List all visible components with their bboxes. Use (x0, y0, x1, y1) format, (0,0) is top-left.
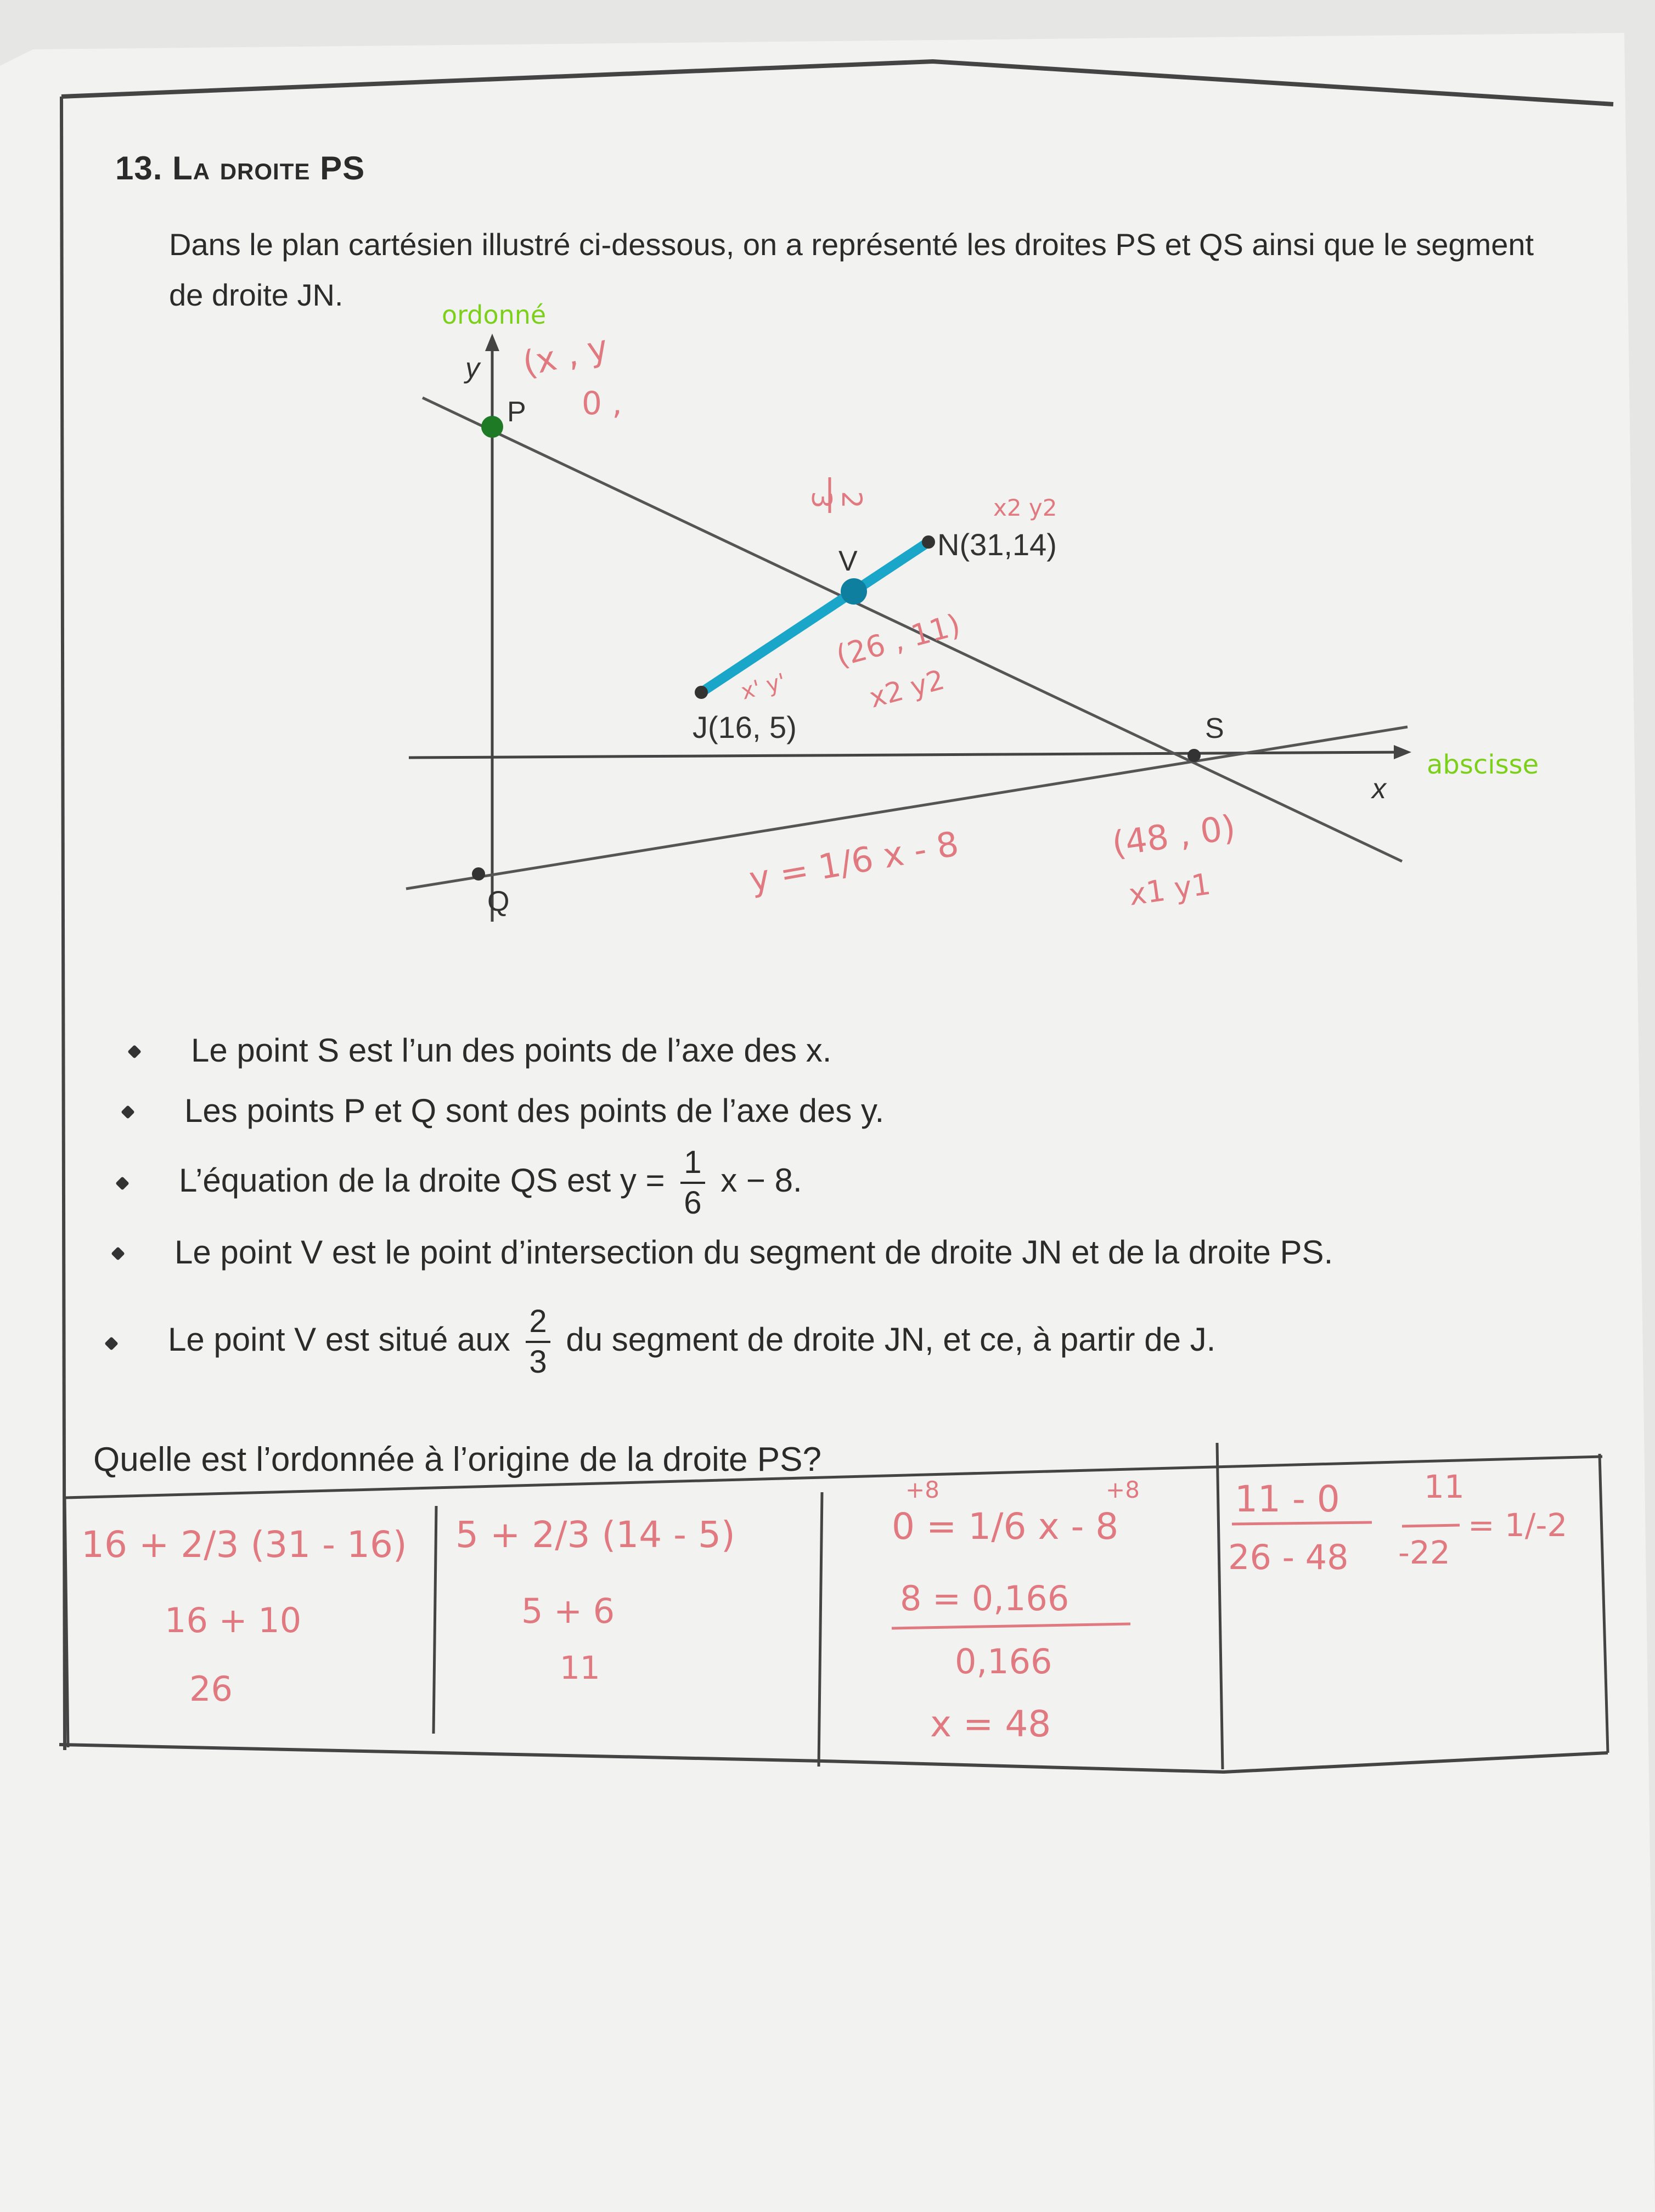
hw-v-xy: x2 y2 (866, 663, 948, 714)
statement-text: Les points P et Q sont des points de l’axe des y. (184, 1092, 885, 1129)
work-col2-line3: 11 (560, 1649, 600, 1686)
hw-equation: y = 1/6 x - 8 (746, 823, 962, 900)
fraction-denominator: 3 (529, 1344, 547, 1380)
work-col3-line1: 0 = 1/6 x - 8 (892, 1505, 1119, 1548)
work-col4-den2: -22 (1398, 1534, 1450, 1571)
work-col4-divider (1232, 1522, 1372, 1524)
fraction-numerator: 1 (680, 1147, 705, 1184)
work-col2-line1: 5 + 2/3 (14 - 5) (455, 1514, 735, 1556)
hw-x2y2: x2 y2 (993, 494, 1057, 521)
statement-text-after: x − 8. (720, 1161, 802, 1199)
work-col4-result: = 1/-2 (1468, 1506, 1568, 1544)
hw-x1y1: x' y' (738, 668, 789, 705)
question-text: Quelle est l’ordonnée à l’origine de la droite PS? (93, 1441, 821, 1479)
work-col3-plus8-left: +8 (905, 1476, 939, 1503)
point-j-label: J(16, 5) (693, 710, 797, 744)
point-p-label: P (507, 396, 526, 428)
hw-two-thirds-den: 3 (806, 491, 837, 509)
work-divider-1 (434, 1506, 436, 1734)
work-col3-plus8-right: +8 (1106, 1476, 1140, 1503)
point-v-label: V (838, 545, 858, 577)
work-col4-numerator: 11 - 0 (1235, 1478, 1340, 1520)
hw-ordonne-zero: 0 , (582, 385, 622, 422)
fraction-denominator: 6 (684, 1185, 702, 1221)
work-divider-2 (819, 1492, 822, 1767)
work-col3-line2: 8 = 0,166 (900, 1578, 1069, 1618)
axis-y-label: y (465, 352, 480, 384)
problem-title: 13. La droite PS (115, 150, 365, 187)
work-col2-line2: 5 + 6 (521, 1591, 615, 1631)
work-grid-top (66, 1457, 1602, 1498)
hw-v-coords: (26 , 11) (832, 607, 964, 674)
work-col3-line3: 0,166 (955, 1641, 1052, 1681)
work-col3-line4: x = 48 (930, 1703, 1051, 1745)
hw-abscisse: abscisse (1427, 749, 1539, 780)
point-q-label: Q (487, 885, 510, 917)
work-col4-num2: 11 (1424, 1468, 1465, 1505)
work-col4-divider2 (1402, 1525, 1460, 1526)
statement-text: Le point S est l’un des points de l’axe des x. (191, 1032, 832, 1069)
point-s-label: S (1205, 713, 1224, 744)
hw-ordonne-coords: (x , y (519, 326, 612, 384)
work-col4-denominator: 26 - 48 (1228, 1537, 1349, 1577)
work-divider-3 (1217, 1443, 1223, 1769)
work-col1-line2: 16 + 10 (165, 1600, 302, 1640)
point-n-label: N(31,14) (937, 527, 1057, 562)
hw-two-thirds-num: 2 (836, 491, 868, 509)
axis-x-label: x (1372, 773, 1386, 805)
work-grid-right (1600, 1454, 1608, 1753)
problem-intro: Dans le plan cartésien illustré ci-dessous, on a représenté les droites PS et QS ainsi que le segment de droite JN. (169, 227, 1534, 312)
work-grid-left (65, 1498, 68, 1747)
hw-s-coords: (48 , 0) (1109, 807, 1238, 864)
statement-text-before: L’équation de la droite QS est y = (179, 1161, 665, 1199)
work-grid-bottom (59, 1745, 1608, 1772)
work-col3-divider (892, 1624, 1130, 1628)
statement-text: Le point V est le point d’intersection du segment de droite JN et de la droite PS. (174, 1234, 1333, 1271)
hw-s-xy: x1 y1 (1127, 866, 1213, 912)
work-col1-line3: 26 (189, 1669, 233, 1709)
statement-text-before: Le point V est situé aux (168, 1321, 510, 1358)
statement-text-after: du segment de droite JN, et ce, à partir de J. (566, 1321, 1216, 1358)
hw-ordonne: ordonné (442, 300, 547, 330)
fraction-numerator: 2 (526, 1306, 550, 1343)
work-col1-line1: 16 + 2/3 (31 - 16) (81, 1523, 407, 1566)
